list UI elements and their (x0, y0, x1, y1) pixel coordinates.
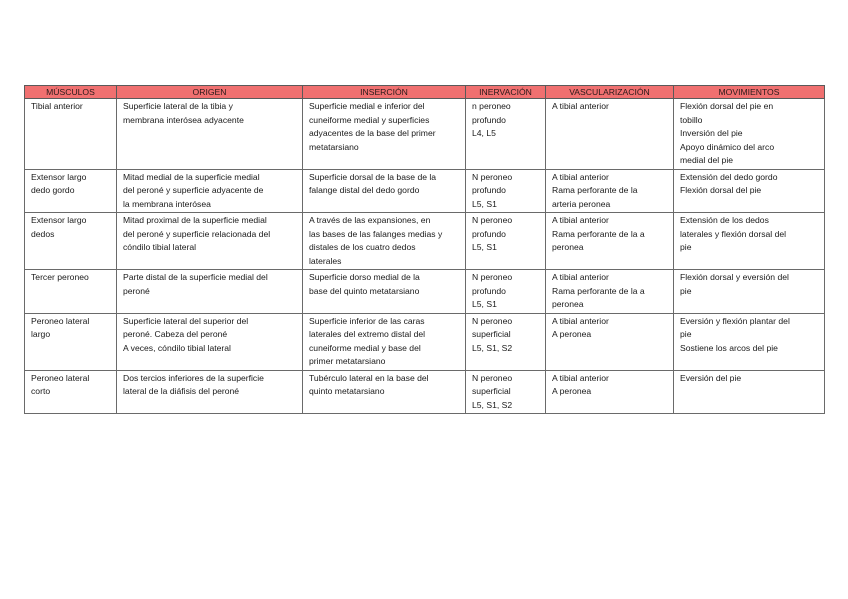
cell-text: Superficie dorsal de la base de la (309, 171, 437, 182)
cell-text: pie (680, 329, 692, 339)
cell-text: adyacentes de la base del primer (309, 128, 436, 138)
cell-text: arteria peronea (552, 198, 611, 209)
cell-text: peroné. Cabeza del peroné (123, 329, 228, 339)
cell-musculo (25, 313, 117, 370)
muscle-table (24, 85, 825, 414)
cell-text: laterales (309, 255, 342, 266)
cell-movimientos (674, 99, 825, 170)
cell-vascularizacion (546, 313, 674, 370)
table-body (25, 99, 825, 414)
cell-text: A peronea (552, 329, 592, 339)
cell-inervacion (466, 313, 546, 370)
cell-text: L4, L5 (472, 128, 496, 138)
cell-text: Eversión del pie (680, 372, 742, 383)
cell-origen (117, 99, 303, 170)
cell-text: Apoyo dinámico del arco (680, 141, 775, 152)
cell-text: Rama perforante de la (552, 185, 638, 195)
cell-text: lateral de la diáfisis del peroné (123, 386, 240, 396)
table-row (25, 370, 825, 414)
cell-text: profundo (472, 185, 506, 195)
cell-movimientos (674, 270, 825, 314)
cell-movimientos (674, 370, 825, 414)
cell-text: laterales del extremo distal del (309, 329, 426, 339)
cell-text: L5, S1 (472, 242, 497, 252)
cell-text: profundo (472, 285, 506, 296)
cell-text: N peroneo (472, 315, 513, 326)
cell-text: peronea (552, 299, 584, 309)
cell-text: A tibial anterior (552, 372, 609, 383)
cell-text: L5, S1 (472, 198, 497, 209)
cell-insercion (303, 270, 466, 314)
cell-inervacion (466, 99, 546, 170)
cell-text: A tibial anterior (552, 315, 609, 326)
cell-text: Mitad medial de la superficie medial (123, 171, 260, 182)
cell-text: laterales y flexión dorsal del (680, 228, 787, 239)
cell-text: Superficie lateral de la tibia y (123, 101, 233, 111)
cell-text: Eversión y flexión plantar del (680, 315, 790, 326)
cell-text: A peronea (552, 386, 592, 396)
cell-text: N peroneo (472, 215, 513, 225)
cell-text: Tubérculo lateral en la base del (309, 372, 429, 383)
cell-movimientos (674, 213, 825, 270)
table-row (25, 213, 825, 270)
cell-text: cóndilo tibial lateral (123, 242, 197, 252)
cell-text: metatarsiano (309, 141, 359, 152)
cell-text: pie (680, 285, 692, 296)
cell-text: Flexión dorsal del pie en (680, 101, 774, 111)
cell-insercion (303, 213, 466, 270)
cell-text: A tibial anterior (552, 215, 609, 225)
table-row (25, 270, 825, 314)
cell-text: A través de las expansiones, en (309, 215, 431, 225)
cell-text: Extensor largo (31, 215, 87, 225)
cell-text: A tibial anterior (552, 171, 609, 182)
header-inervacion: INERVACIÓN (466, 86, 546, 99)
cell-text: L5, S1, S2 (472, 399, 513, 410)
cell-text: Mitad proximal de la superficie medial (123, 215, 267, 225)
cell-musculo (25, 370, 117, 414)
cell-text: superficial (472, 386, 511, 396)
cell-text: N peroneo (472, 272, 513, 282)
cell-origen (117, 213, 303, 270)
cell-text: L5, S1, S2 (472, 342, 513, 353)
cell-text: medial del pie (680, 155, 734, 165)
cell-text: del peroné y superficie adyacente de (123, 185, 264, 195)
cell-text: N peroneo (472, 171, 513, 182)
cell-insercion (303, 313, 466, 370)
cell-text: del peroné y superficie relacionada del (123, 228, 271, 239)
cell-vascularizacion (546, 270, 674, 314)
cell-text: Superficie medial e inferior del (309, 101, 425, 111)
header-movimientos: MOVIMIENTOS (674, 86, 825, 99)
cell-text: Peroneo lateral (31, 315, 90, 326)
cell-text: Flexión dorsal y eversión del (680, 272, 789, 282)
cell-text: tobillo (680, 114, 703, 125)
cell-text: Peroneo lateral (31, 372, 90, 383)
cell-text: Parte distal de la superficie medial del (123, 272, 268, 282)
cell-text: Superficie lateral del superior del (123, 315, 249, 326)
cell-text: profundo (472, 228, 506, 239)
cell-text: cuneiforme medial y superficies (309, 114, 430, 125)
cell-text: primer metatarsiano (309, 356, 386, 366)
cell-text: superficial (472, 329, 511, 339)
cell-text: n peroneo (472, 101, 511, 111)
cell-text: falange distal del dedo gordo (309, 185, 420, 195)
cell-text: las bases de las falanges medias y (309, 228, 443, 239)
cell-text: Superficie inferior de las caras (309, 315, 425, 326)
cell-inervacion (466, 270, 546, 314)
cell-vascularizacion (546, 213, 674, 270)
cell-text: la membrana interósea (123, 198, 211, 209)
cell-text: pie (680, 242, 692, 252)
cell-musculo (25, 99, 117, 170)
cell-text: membrana interósea adyacente (123, 114, 244, 125)
cell-insercion (303, 99, 466, 170)
header-vascularizacion: VASCULARIZACIÓN (546, 86, 674, 99)
cell-text: N peroneo (472, 372, 513, 383)
cell-text: Tercer peroneo (31, 272, 89, 282)
cell-origen (117, 370, 303, 414)
cell-insercion (303, 370, 466, 414)
cell-origen (117, 169, 303, 213)
header-insercion: INSERCIÓN (303, 86, 466, 99)
header-origen: ORIGEN (117, 86, 303, 99)
table-row (25, 169, 825, 213)
cell-text: base del quinto metatarsiano (309, 285, 420, 296)
cell-text: Extensión del dedo gordo (680, 171, 778, 182)
table-header-row (25, 86, 825, 99)
cell-text: peroné (123, 285, 150, 296)
cell-text: quinto metatarsiano (309, 386, 385, 396)
cell-vascularizacion (546, 169, 674, 213)
cell-text: Flexión dorsal del pie (680, 185, 762, 195)
cell-inervacion (466, 169, 546, 213)
header-musculos: MÚSCULOS (25, 86, 117, 99)
cell-musculo (25, 169, 117, 213)
cell-text: A veces, cóndilo tibial lateral (123, 342, 231, 353)
cell-text: Tibial anterior (31, 101, 83, 111)
cell-text: Sostiene los arcos del pie (680, 342, 778, 353)
cell-inervacion (466, 370, 546, 414)
cell-text: profundo (472, 114, 506, 125)
cell-movimientos (674, 313, 825, 370)
cell-musculo (25, 270, 117, 314)
table-row (25, 313, 825, 370)
cell-text: Rama perforante de la a (552, 228, 645, 239)
cell-text: Superficie dorso medial de la (309, 272, 420, 282)
cell-text: distales de los cuatro dedos (309, 242, 416, 252)
cell-text: Dos tercios inferiores de la superficie (123, 372, 264, 383)
cell-text: Rama perforante de la a (552, 285, 645, 296)
cell-movimientos (674, 169, 825, 213)
cell-musculo (25, 213, 117, 270)
cell-vascularizacion (546, 99, 674, 170)
table-row (25, 99, 825, 170)
cell-inervacion (466, 213, 546, 270)
cell-text: Inversión del pie (680, 128, 743, 138)
cell-text: peronea (552, 242, 584, 252)
cell-text: cuneiforme medial y base del (309, 342, 421, 353)
cell-insercion (303, 169, 466, 213)
cell-text: Extensor largo (31, 171, 87, 182)
cell-text: A tibial anterior (552, 272, 609, 282)
cell-text: corto (31, 386, 51, 396)
cell-origen (117, 270, 303, 314)
cell-text: A tibial anterior (552, 101, 609, 111)
cell-origen (117, 313, 303, 370)
cell-text: Extensión de los dedos (680, 215, 769, 225)
cell-text: L5, S1 (472, 299, 497, 309)
cell-vascularizacion (546, 370, 674, 414)
cell-text: dedo gordo (31, 185, 75, 195)
cell-text: largo (31, 329, 51, 339)
cell-text: dedos (31, 228, 55, 239)
